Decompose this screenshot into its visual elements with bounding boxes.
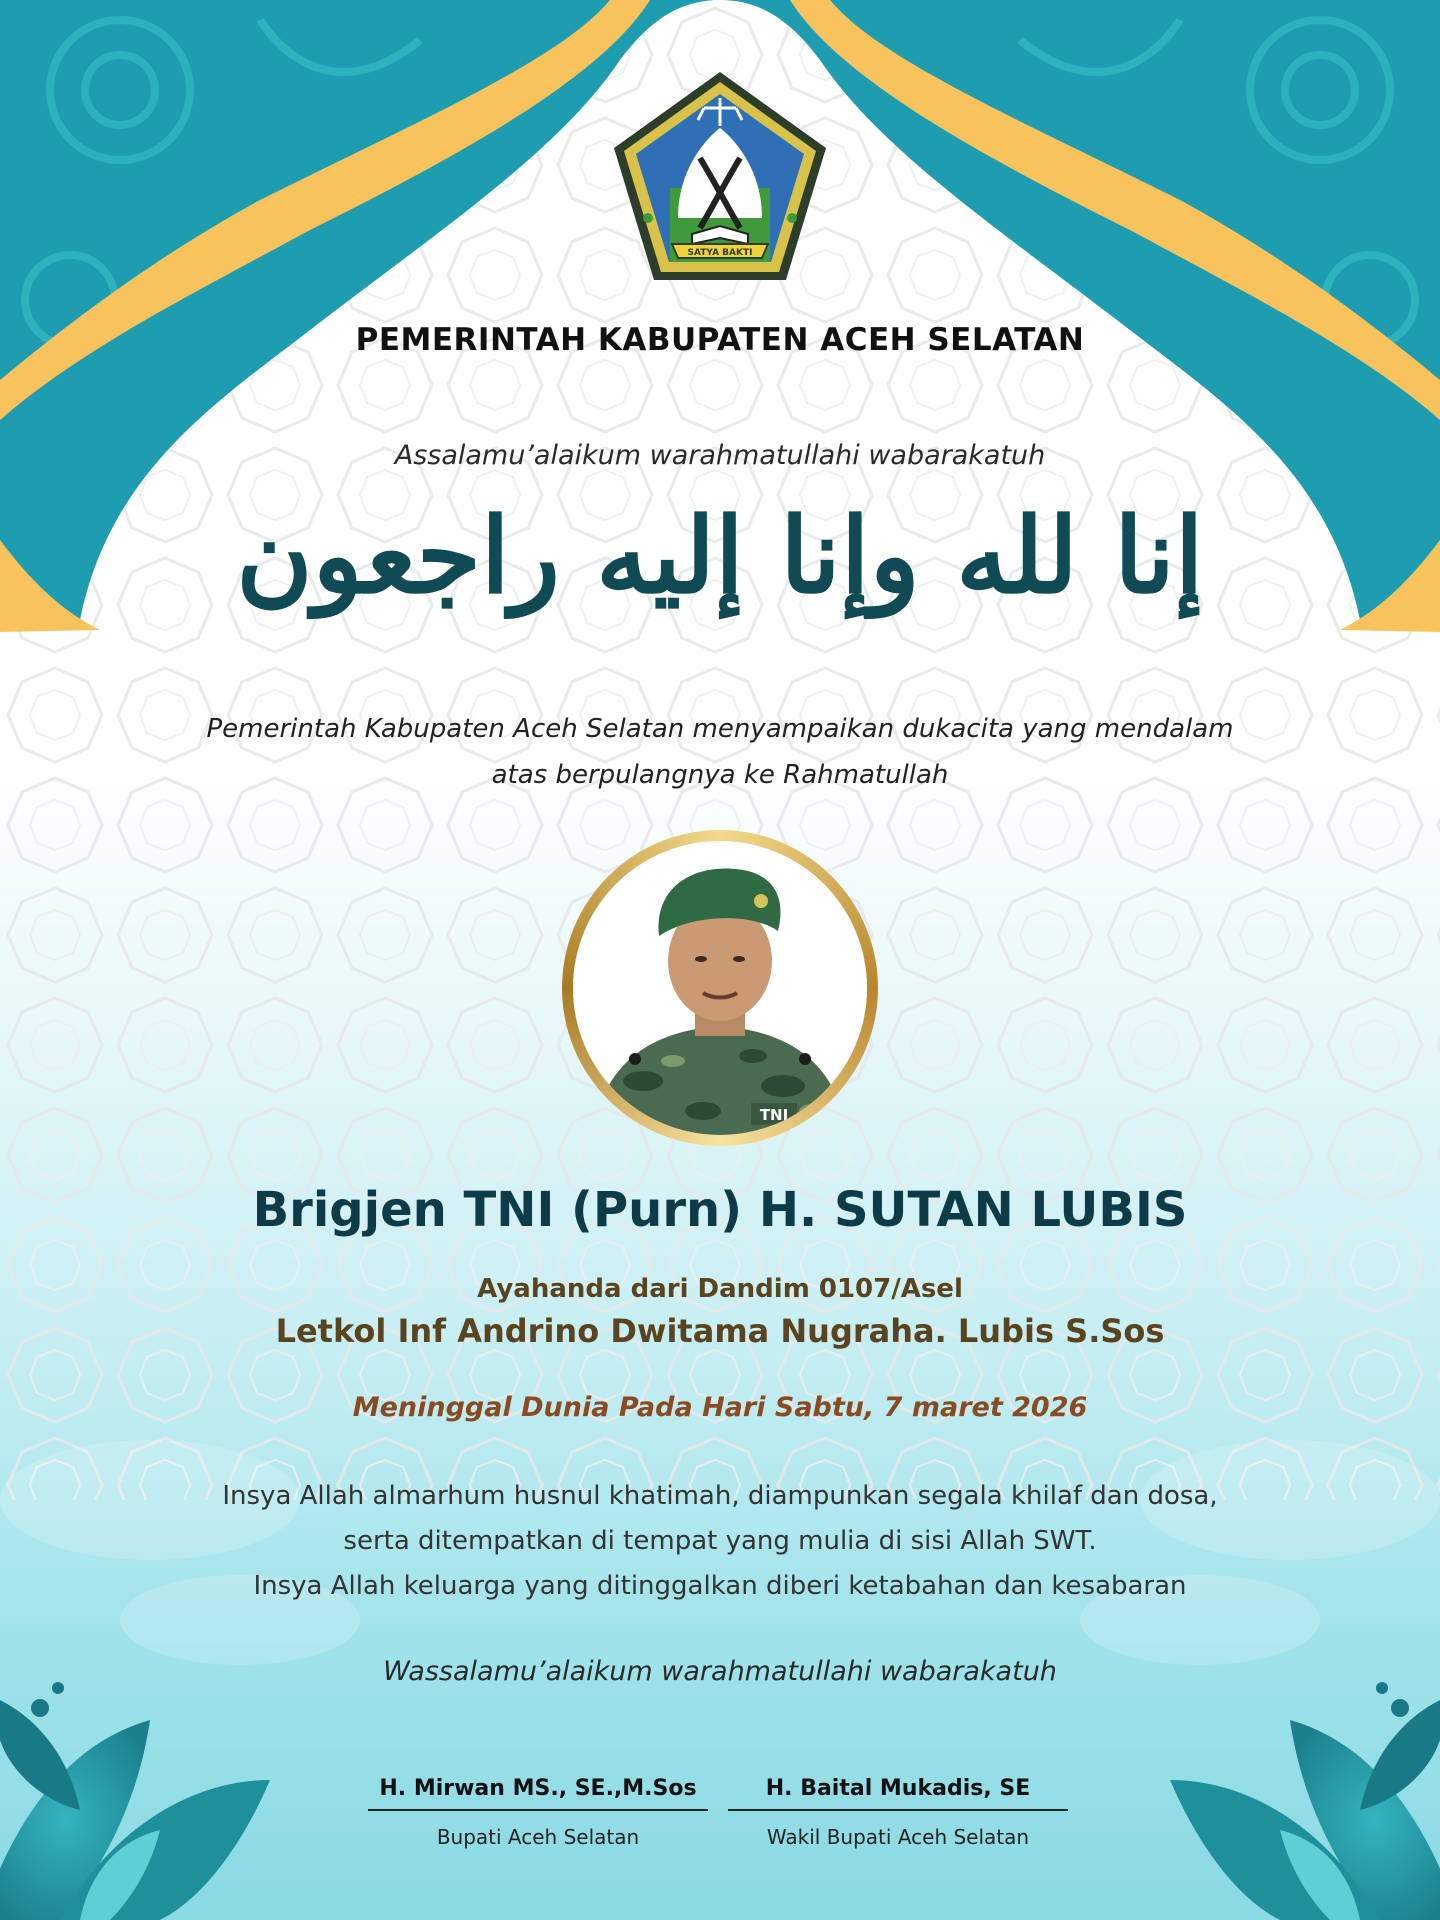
family-relation: Ayahanda dari Dandim 0107/Asel [477, 1274, 963, 1304]
prayer-line: serta ditempatkan di tempat yang mulia di sisi Allah SWT. [343, 1526, 1097, 1556]
beret-badge-icon [754, 894, 768, 908]
portrait-photo [573, 841, 867, 1135]
signatory-name: H. Baital Mukadis, SE [728, 1776, 1068, 1811]
emblem-motto: SATYA BAKTI [687, 248, 753, 258]
prayer-line: Insya Allah keluarga yang ditinggalkan diberi ketabahan dan kesabaran [253, 1571, 1187, 1601]
corner-flower-right [1170, 1682, 1440, 1920]
deceased-name: Brigjen TNI (Purn) H. SUTAN LUBIS [252, 1182, 1188, 1238]
death-notice: Meninggal Dunia Pada Hari Sabtu, 7 maret 2026 [352, 1392, 1088, 1423]
condolence-line: Pemerintah Kabupaten Aceh Selatan menyampaikan dukacita yang mendalam [206, 714, 1234, 744]
portrait-illustration [573, 841, 867, 1135]
signatory-title: Wakil Bupati Aceh Selatan [766, 1825, 1030, 1849]
son-name: Letkol Inf Andrino Dwitama Nugraha. Lubis S.Sos [275, 1312, 1165, 1350]
signatory-regent [368, 1776, 708, 1849]
condolence-message [0, 706, 1440, 798]
prayer-text [0, 1474, 1440, 1609]
condolence-line: atas berpulangnya ke Rahmatullah [491, 760, 949, 790]
signatory-vice-regent [728, 1776, 1068, 1849]
signatory-name: H. Mirwan MS., SE.,M.Sos [368, 1776, 708, 1811]
closing-greeting: Wassalamu’alaikum warahmatullahi wabarakatuh [383, 1656, 1057, 1687]
opening-greeting: Assalamu’alaikum warahmatullahi wabarakatuh [394, 440, 1046, 471]
corner-flower-left [0, 1682, 270, 1920]
portrait-frame [562, 830, 878, 1146]
rank-star-icon [799, 1053, 811, 1065]
signatory-title: Bupati Aceh Selatan [436, 1825, 640, 1849]
arabic-calligraphy: إنا لله وإنا إليه راجعون [236, 494, 1204, 617]
prayer-line: Insya Allah almarhum husnul khatimah, diampunkan segala khilaf dan dosa, [222, 1481, 1218, 1511]
uniform-badge: TNI [759, 1106, 789, 1124]
rank-star-icon [629, 1053, 641, 1065]
regency-emblem [608, 68, 832, 288]
government-title: PEMERINTAH KABUPATEN ACEH SELATAN [355, 322, 1085, 358]
